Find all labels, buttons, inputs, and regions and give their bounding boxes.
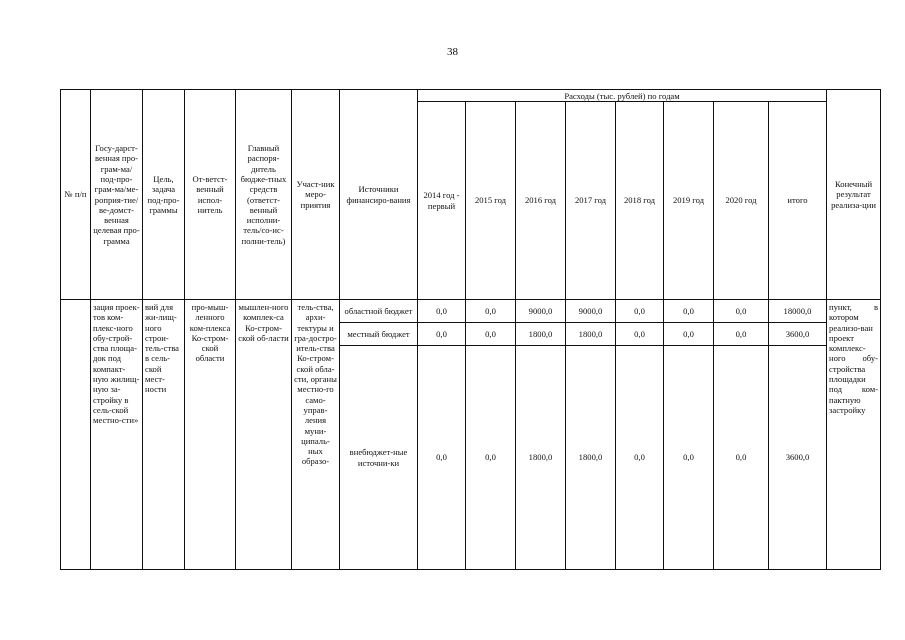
- cell-value: 1800,0: [566, 346, 616, 570]
- cell-value: 0,0: [616, 346, 664, 570]
- cell-value: 0,0: [418, 323, 466, 346]
- header-main-manager: Главный распоря-дитель бюдже-тных средств (ответст-венный исполни-тель/со-ис-полни-тель): [236, 90, 292, 300]
- cell-value: 0,0: [714, 323, 769, 346]
- cell-source: внебюджет-ные источни-ки: [340, 346, 418, 570]
- header-goal: Цель, задача под-про-граммы: [143, 90, 185, 300]
- header-no: № п/п: [61, 90, 91, 300]
- cell-source: местный бюджет: [340, 323, 418, 346]
- header-expenses-group: Расходы (тыс. рублей) по годам: [418, 90, 827, 102]
- cell-value: 9000,0: [566, 300, 616, 323]
- page-number: 38: [447, 46, 458, 58]
- header-year-2016: 2016 год: [516, 102, 566, 300]
- header-year-2015: 2015 год: [466, 102, 516, 300]
- header-participant: Участ-ник меро-приятия: [292, 90, 340, 300]
- cell-value: 0,0: [418, 346, 466, 570]
- cell-program: зация проек-тов ком-плекс-ного обу-строй-ства площа-док под компакт-ную жилищ-ную за-стройку в сель-ской местно-сти»: [91, 300, 143, 570]
- cell-value: 0,0: [714, 346, 769, 570]
- header-year-2020: 2020 год: [714, 102, 769, 300]
- cell-goal: вий для жи-лищ-ного строи-тель-ства в сель-ской мест-ности: [143, 300, 185, 570]
- header-program: Госу-дарст-венная про-грам-ма/под-про-грам-ма/ме-роприя-тие/ве-домст-венная целевая про-грамма: [91, 90, 143, 300]
- cell-source: областной бюджет: [340, 300, 418, 323]
- cell-participant: тель-ства, архи-тектуры и гра-достро-итель-ства Ко-стром-ской обла-сти, органы местно-го само-управ-ления муни-ципаль-ных образо-: [292, 300, 340, 570]
- header-result: Конечный результат реализа-ции: [827, 90, 881, 300]
- expenses-table: [60, 89, 881, 570]
- cell-value: 0,0: [616, 323, 664, 346]
- cell-no: [61, 300, 91, 570]
- cell-result: пункт, в котором реализо-ван проект комплекс-ного обу-стройства площадки под ком-пактную застройку: [827, 300, 881, 570]
- header-year-2018: 2018 год: [616, 102, 664, 300]
- header-year-2014: 2014 год - первый: [418, 102, 466, 300]
- cell-value: 0,0: [466, 300, 516, 323]
- cell-value: 1800,0: [516, 323, 566, 346]
- cell-total: 3600,0: [769, 346, 827, 570]
- cell-value: 0,0: [664, 346, 714, 570]
- cell-value: 1800,0: [516, 346, 566, 570]
- header-total: итого: [769, 102, 827, 300]
- cell-value: 1800,0: [566, 323, 616, 346]
- cell-total: 18000,0: [769, 300, 827, 323]
- cell-value: 0,0: [616, 300, 664, 323]
- header-sources: Источники финансиро-вания: [340, 90, 418, 300]
- cell-value: 0,0: [466, 323, 516, 346]
- cell-value: 0,0: [466, 346, 516, 570]
- cell-responsible: про-мыш-ленного ком-плекса Ко-стром-ской области: [185, 300, 236, 570]
- header-responsible: От-ветст-венный испол-нитель: [185, 90, 236, 300]
- header-year-2019: 2019 год: [664, 102, 714, 300]
- cell-main-manager: мышлен-ного комплек-са Ко-стром-ской об-ласти: [236, 300, 292, 570]
- cell-value: 9000,0: [516, 300, 566, 323]
- cell-total: 3600,0: [769, 323, 827, 346]
- cell-value: 0,0: [664, 300, 714, 323]
- cell-value: 0,0: [664, 323, 714, 346]
- header-year-2017: 2017 год: [566, 102, 616, 300]
- cell-value: 0,0: [714, 300, 769, 323]
- table-row: [61, 300, 881, 323]
- cell-value: 0,0: [418, 300, 466, 323]
